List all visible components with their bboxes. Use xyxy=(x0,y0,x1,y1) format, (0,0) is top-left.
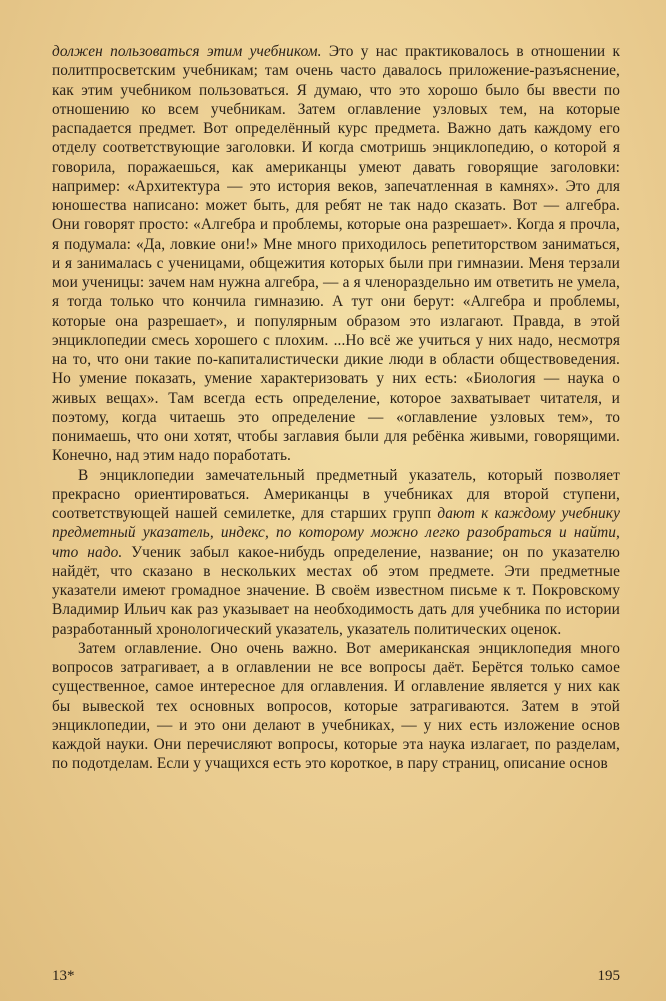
emphasized-text: должен пользоваться этим учебником. xyxy=(52,43,322,60)
text-run: Ученик забыл какое-нибудь определение, название; он по указателю найдёт, что сказано в нескольких местах об этом предмете. Эти предметные указатели имеют громадное значение. В своём известном письме к т. Покровскому Владимир Ильич как раз указывает на необходимость дать для учебника по истории разработанный хронологический указатель, указатель политических оценок. xyxy=(52,543,620,638)
page-number: 195 xyxy=(597,968,620,984)
paragraph xyxy=(52,639,620,774)
paragraph xyxy=(52,466,620,639)
text-run: Затем оглавление. Оно очень важно. Вот американская энциклопедия много вопросов затрагивает, а в оглавлении не все вопросы даёт. Берётся только самое существенное, самое интересное для оглавления. И оглавление является у них как бы вывеской тех основных вопросов, которые затрагиваются. Затем в этой энциклопедии, — и это они делают в учебниках, — у них есть изложение основ каждой науки. Они перечисляют вопросы, которые эта наука излагает, по разделам, по подотделам. Если у учащихся есть это короткое, в пару страниц, описание основ xyxy=(52,639,620,773)
paragraph xyxy=(52,42,620,466)
signature-mark: 13* xyxy=(52,968,75,984)
page-footer xyxy=(52,968,620,985)
text-run: В энциклопедии замечательный предметный указатель, который позволяет прекрасно ориентироваться. Американцы в учебниках для второй ступени, соответствующей нашей семилетке, для старших групп xyxy=(52,466,620,522)
emphasized-text: дают к каждому учебнику предметный указатель, индекс, по которому можно легко разобраться и найти, что надо. xyxy=(52,505,620,561)
text-run: Это у нас практиковалось в отношении к политпросветским учебникам; там очень часто давалось приложение-разъяснение, как этим учебником пользоваться. Я думаю, что это хорошо было бы ввести по отношению ко всем учебникам. Затем оглавление узловых тем, на которые распадается предмет. Вот определённый курс предмета. Важно дать каждому его отделу соответствующие заголовки. И когда смотришь энциклопедию, о которой я говорила, поражаешься, как американцы умеют давать говорящие заголовки: например: «Архитектура — это история веков, запечатленная в камнях». Это для юношества написано: может быть, для ребят не так надо сказать. Вот — алгебра. Они говорят просто: «Алгебра и проблемы, которые она разрешает». Когда я прочла, я подумала: «Да, ловкие они!» Мне много приходилось репетиторством заниматься, и я занималась с ученицами, общежития которых были при гимназии. Меня терзали мои ученицы: зачем нам нужна алгебра, — а я членораздельно им ответить не умела, я тогда только что кончила гимназию. А тут они берут: «Алгебра и проблемы, которые она разрешает», и популярным образом это излагают. Правда, в этой энциклопедии смесь хорошего с плохим. ...Но всё же учиться у них надо, несмотря на то, что они такие по-капиталистически дикие люди в области обществоведения. Но умение показать, умение характеризовать у них есть: «Биология — наука о живых вещах». Там всегда есть определение, которое захватывает читателя, и поэтому, когда читаешь это определение — «оглавление узловых тем», то понимаешь, что они хотят, чтобы заглавия были для ребёнка живыми, говорящими. Конечно, над этим надо поработать. xyxy=(52,43,620,465)
body-text xyxy=(52,42,620,774)
